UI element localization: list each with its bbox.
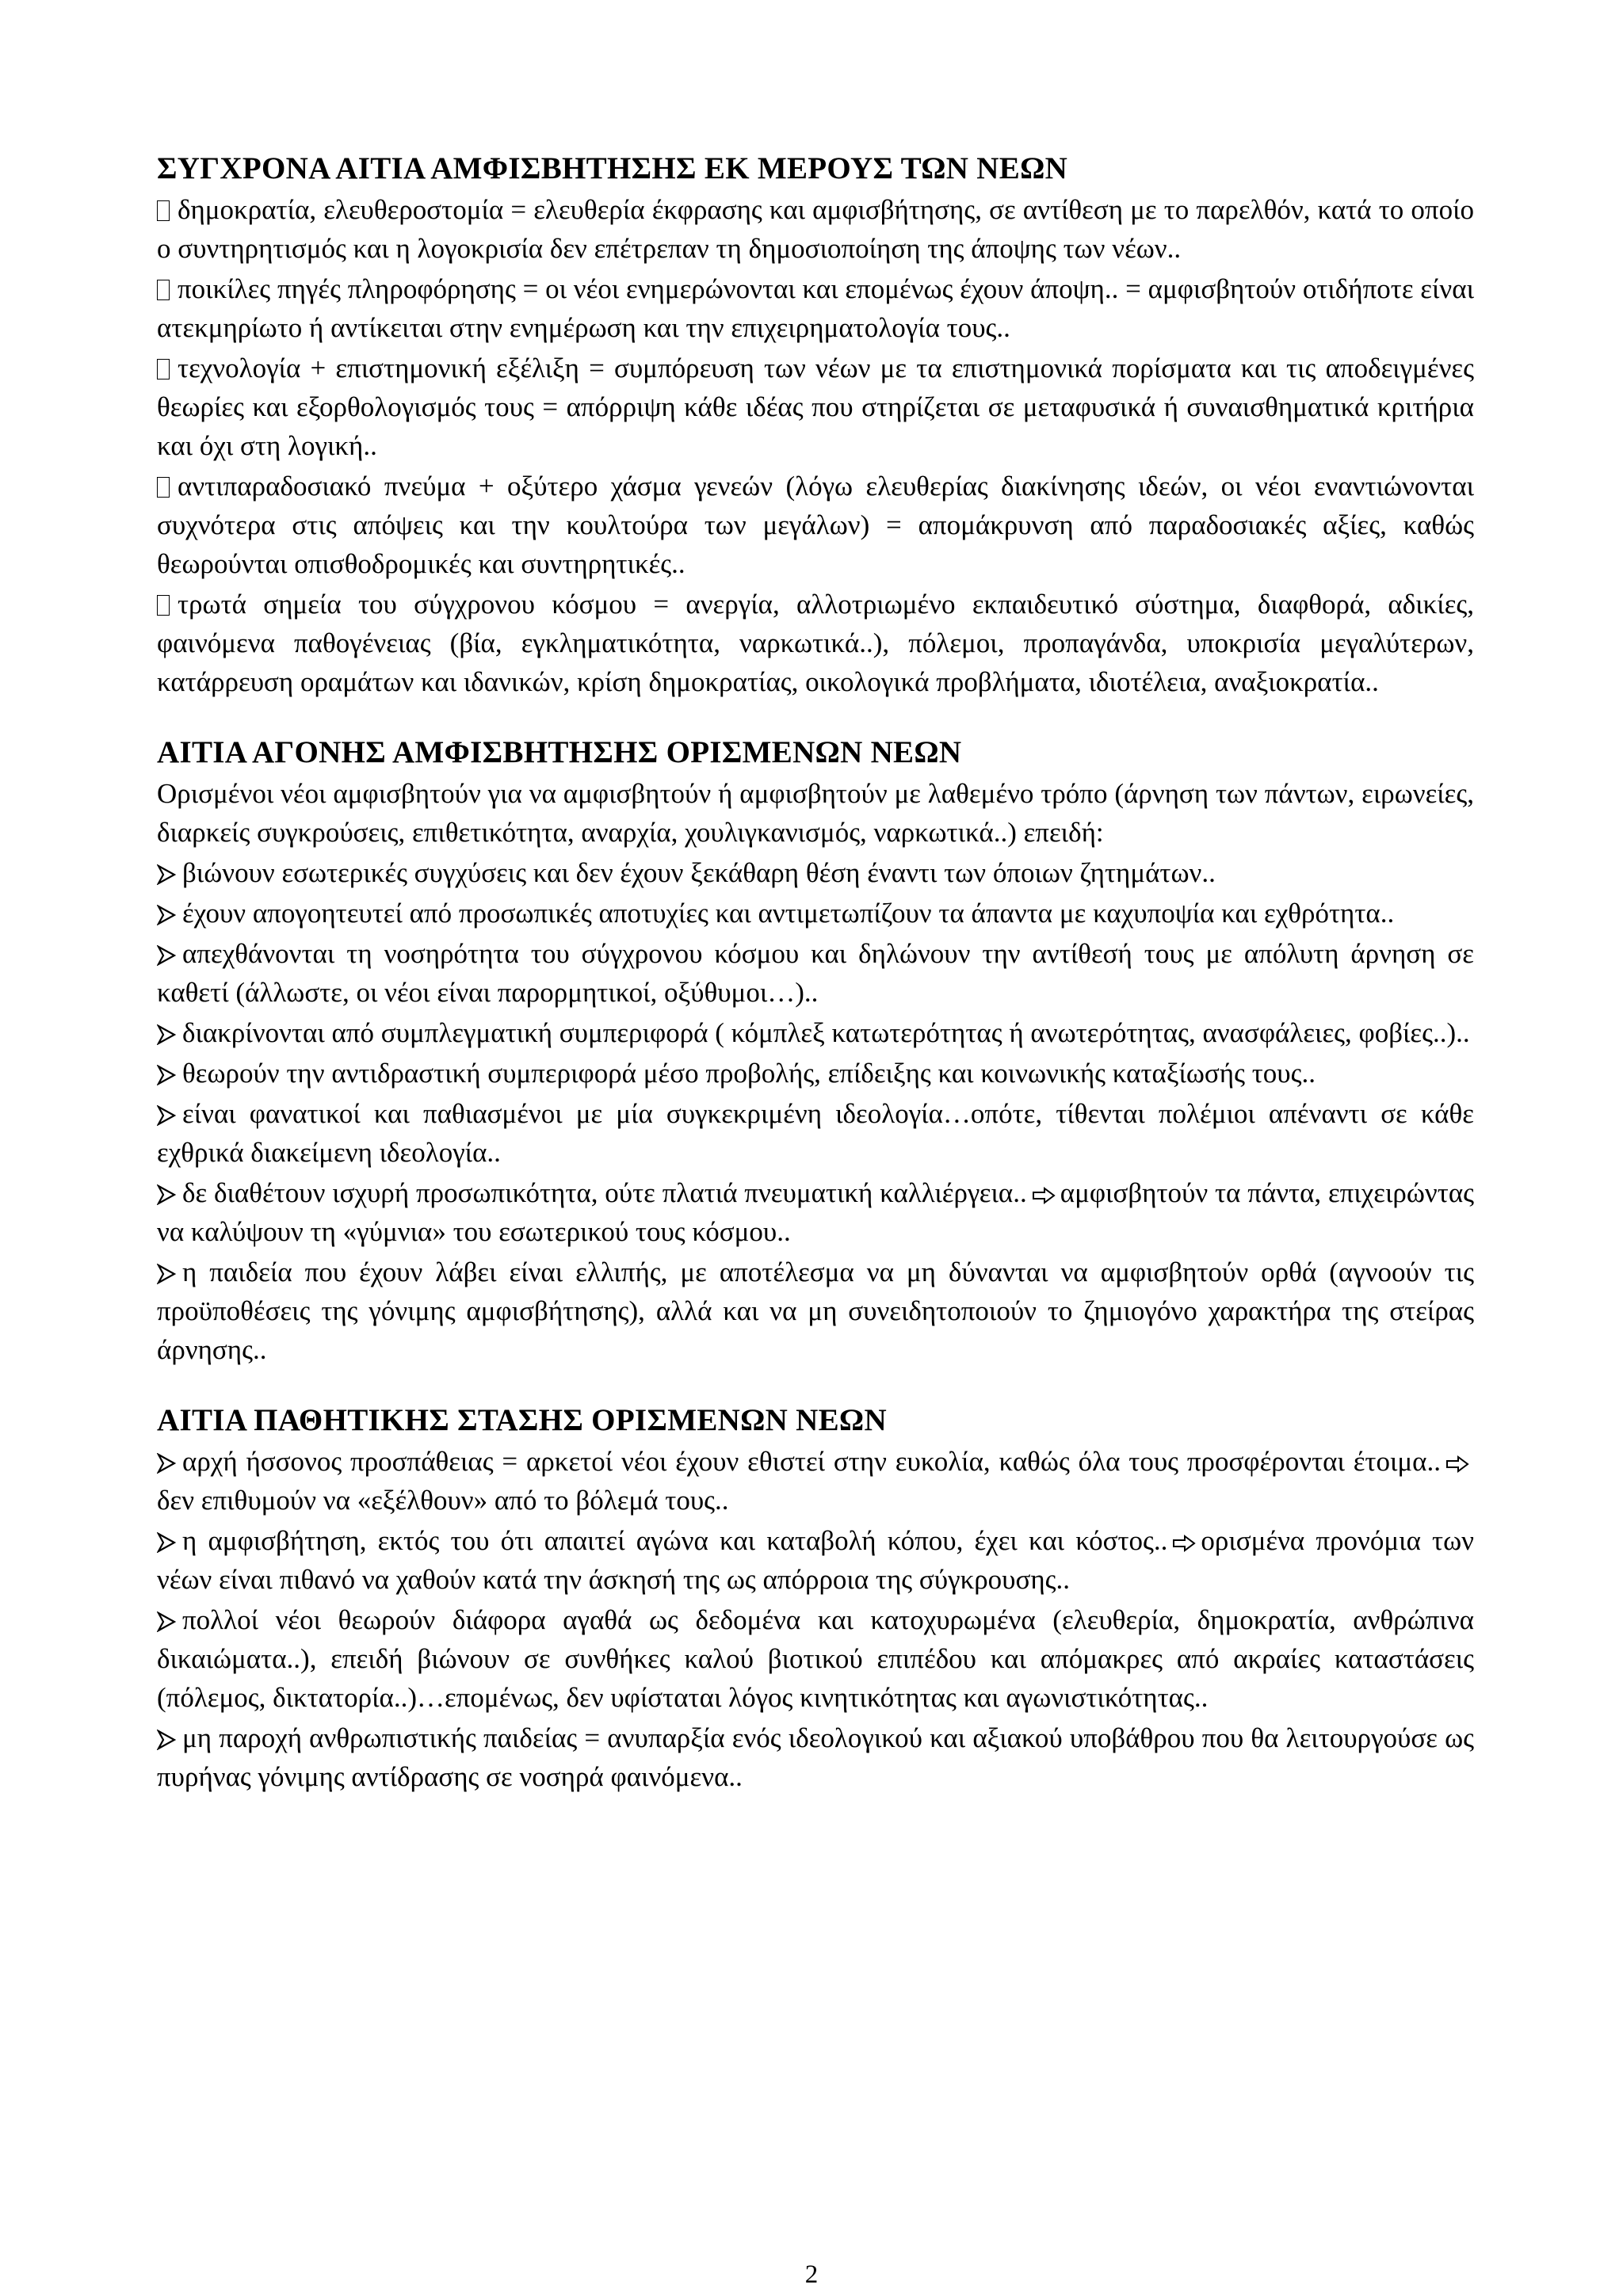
arrowhead-bullet-icon [157,1532,176,1553]
section-heading: ΑΙΤΙΑ ΑΓΟΝΗΣ ΑΜΦΙΣΒΗΤΗΣΗΣ ΟΡΙΣΜΕΝΩΝ ΝΕΩΝ [157,735,962,769]
arrowhead-bullet-icon [157,1264,176,1284]
section-heading: ΣΥΓΧΡΟΝΑ ΑΙΤΙΑ ΑΜΦΙΣΒΗΤΗΣΗΣ ΕΚ ΜΕΡΟΥΣ ΤΩΝ ΝΕΩΝ [157,151,1068,185]
arrowhead-bullet-icon [157,1730,176,1750]
missing-glyph-bullet-icon [157,200,170,221]
page-number: 2 [804,2260,819,2289]
list-item: απεχθάνονται τη νοσηρότητα του σύγχρονου κόσμου και δηλώνουν την αντίθεσή τους με απόλυτη άρνηση σε καθετί (άλλωστε, οι νέοι είναι παρορμητικοί, οξύθυμοι…).. [157,938,1474,1008]
list-item: αντιπαραδοσιακό πνεύμα + οξύτερο χάσμα γενεών (λόγω ελευθερίας διακίνησης ιδεών, οι νέοι εναντιώνονται συχνότερα στις απόψεις και την κουλτούρα των μεγάλων) = απομάκρυνση από παραδοσιακές αξίες, καθώς θεωρούνται οπισθοδρομικές και συντηρητικές.. [157,471,1474,579]
list-item: βιώνουν εσωτερικές συγχύσεις και δεν έχουν ξεκάθαρη θέση έναντι των όποιων ζητημάτων.. [157,853,1474,892]
document-page [157,149,1474,1796]
arrowhead-bullet-icon [157,905,176,925]
list-item: διακρίνονται από συμπλεγματική συμπεριφορά ( κόμπλεξ κατωτερότητας ή ανωτερότητας, ανασφάλειες, φοβίες..).. [157,1013,1474,1052]
list-item: έχουν απογοητευτεί από προσωπικές αποτυχίες και αντιμετωπίζουν τα άπαντα με καχυποψία και εχθρότητα.. [157,894,1474,933]
list-item: δε διαθέτουν ισχυρή προσωπικότητα, ούτε πλατιά πνευματική καλλιέργεια.. αμφισβητούν τα πάντα, επιχειρώντας να καλύψουν τη «γύμνια» του εσωτερικού τους κόσμου.. [157,1177,1475,1247]
missing-glyph-bullet-icon [157,595,170,616]
list-item: ποικίλες πηγές πληροφόρησης = οι νέοι ενημερώνονται και επομένως έχουν άποψη.. = αμφισβητούν οτιδήποτε είναι ατεκμηρίωτο ή αντίκειται στην ενημέρωση και την επιχειρηματολογία τους.. [157,273,1474,343]
list-item: τρωτά σημεία του σύγχρονου κόσμου = ανεργία, αλλοτριωμένο εκπαιδευτικό σύστημα, διαφθορά, αδικίες, φαινόμενα παθογένειας (βία, εγκληματικότητα, ναρκωτικά..), πόλεμοι, προπαγάνδα, υποκρισία μεγαλύτερων, κατάρρευση οραμάτων και ιδανικών, κρίση δημοκρατίας, οικολογικά προβλήματα, ιδιοτέλεια, αναξιοκρατία.. [157,589,1474,697]
outline-right-arrow-icon [1445,1455,1469,1474]
missing-glyph-bullet-icon [157,280,170,300]
outline-right-arrow-icon [1172,1534,1196,1553]
list-item: δημοκρατία, ελευθεροστομία = ελευθερία έκφρασης και αμφισβήτησης, σε αντίθεση με το παρελθόν, κατά το οποίο ο συντηρητισμός και η λογοκρισία δεν επέτρεπαν τη δημοσιοποίηση της άποψης των νέων.. [157,194,1474,264]
section-barren-dispute [157,733,1474,1369]
section-heading: ΑΙΤΙΑ ΠΑΘΗΤΙΚΗΣ ΣΤΑΣΗΣ ΟΡΙΣΜΕΝΩΝ ΝΕΩΝ [157,1403,887,1437]
list-item: είναι φανατικοί και παθιασμένοι με μία συγκεκριμένη ιδεολογία…οπότε, τίθενται πολέμιοι απέναντι σε κάθε εχθρικά διακείμενη ιδεολογία.. [157,1098,1474,1168]
arrowhead-bullet-icon [157,1453,176,1474]
list-item: μη παροχή ανθρωπιστικής παιδείας = ανυπαρξία ενός ιδεολογικού και αξιακού υποβάθρου που θα λειτουργούσε ως πυρήνας γόνιμης αντίδρασης σε νοσηρά φαινόμενα.. [157,1722,1474,1792]
section-intro: Ορισμένοι νέοι αμφισβητούν για να αμφισβητούν ή αμφισβητούν με λαθεμένο τρόπο (άρνηση των πάντων, ειρωνείες, διαρκείς συγκρούσεις, επιθετικότητα, αναρχία, χουλιγκανισμός, ναρκωτικά..) επειδή: [157,778,1474,848]
section-passive-stance [157,1401,1474,1796]
list-item: πολλοί νέοι θεωρούν διάφορα αγαθά ως δεδομένα και κατοχυρωμένα (ελευθερία, δημοκρατία, ανθρώπινα δικαιώματα..), επειδή βιώνουν σε συνθήκες καλού βιοτικού επιπέδου και απόμακρες από ακραίες καταστάσεις (πόλεμος, δικτατορία..)…επομένως, δεν υφίσταται λόγος κινητικότητας και αγωνιστικότητας.. [157,1604,1474,1713]
list-item: αρχή ήσσονος προσπάθειας = αρκετοί νέοι έχουν εθιστεί στην ευκολία, καθώς όλα τους προσφέρονται έτοιμα.. δεν επιθυμούν να «εξέλθουν» από το βόλεμά τους.. [157,1442,1474,1520]
missing-glyph-bullet-icon [157,359,170,379]
outline-right-arrow-icon [1032,1186,1056,1205]
arrowhead-bullet-icon [157,945,176,966]
arrowhead-bullet-icon [157,1611,176,1632]
arrowhead-bullet-icon [157,864,176,885]
arrowhead-bullet-icon [157,1024,176,1045]
list-item: τεχνολογία + επιστημονική εξέλιξη = συμπόρευση των νέων με τα επιστημονικά πορίσματα και τις αποδειγμένες θεωρίες και εξορθολογισμός τους = απόρριψη κάθε ιδέας που στηρίζεται σε μεταφυσικά ή συναισθηματικά κριτήρια και όχι στη λογική.. [157,353,1474,461]
arrowhead-bullet-icon [157,1065,176,1085]
arrowhead-bullet-icon [157,1184,176,1205]
missing-glyph-bullet-icon [157,477,170,498]
arrowhead-bullet-icon [157,1105,176,1126]
list-item: η παιδεία που έχουν λάβει είναι ελλιπής, με αποτέλεσμα να μη δύνανται να αμφισβητούν ορθά (αγνοούν τις προϋποθέσεις της γόνιμης αμφισβήτησης), αλλά και να μη συνειδητοποιούν το ζημιογόνο χαρακτήρα της στείρας άρνησης.. [157,1257,1474,1365]
list-item: η αμφισβήτηση, εκτός του ότι απαιτεί αγώνα και καταβολή κόπου, έχει και κόστος.. ορισμένα προνόμια των νέων είναι πιθανό να χαθούν κατά την άσκησή της ως απόρροια της σύγκρουσης.. [157,1525,1474,1595]
list-item: θεωρούν την αντιδραστική συμπεριφορά μέσο προβολής, επίδειξης και κοινωνικής καταξίωσής τους.. [157,1054,1474,1093]
section-modern-causes [157,149,1474,701]
